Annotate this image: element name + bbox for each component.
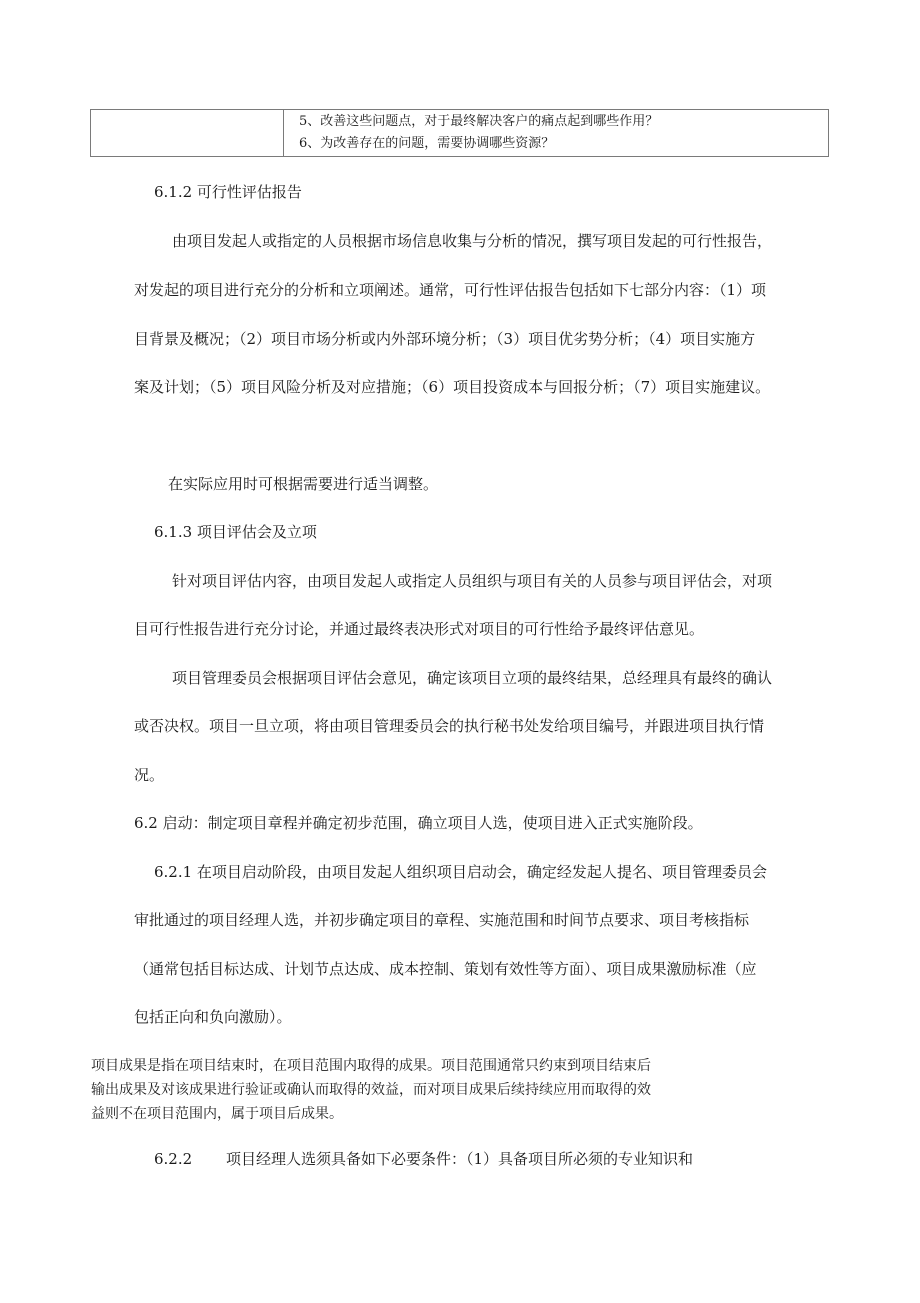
paragraph-line: 案及计划；（5）项目风险分析及对应措施；（6）项目投资成本与回报分析；（7）项目实施建议。: [134, 378, 771, 396]
paragraph-line: 目背景及概况；（2）项目市场分析或内外部环境分析；（3）项目优劣势分析；（4）项目实施方: [134, 330, 756, 348]
table-left-cell: [91, 110, 284, 156]
note-line: 项目成果是指在项目结束时，在项目范围内取得的成果。项目范围通常只约束到项目结束后: [91, 1058, 651, 1074]
paragraph-line: 由项目发起人或指定的人员根据市场信息收集与分析的情况，撰写项目发起的可行性报告，: [172, 232, 773, 250]
note-line: 益则不在项目范围内，属于项目后成果。: [91, 1106, 343, 1122]
paragraph-line: 审批通过的项目经理人选，并初步确定项目的章程、实施范围和时间节点要求、项目考核指标: [134, 911, 750, 929]
paragraph-line: 况。: [134, 766, 165, 784]
note-line: 输出成果及对该成果进行验证或确认而取得的效益，而对项目成果后续持续应用而取得的效: [91, 1082, 651, 1098]
paragraph-line: 对发起的项目进行充分的分析和立项阐述。通常，可行性评估报告包括如下七部分内容：（1）项: [134, 281, 767, 299]
paragraph-note: 在实际应用时可根据需要进行适当调整。: [168, 475, 439, 493]
paragraph-line: 项目经理人选须具备如下必要条件：（1）具备项目所必须的专业知识和: [226, 1150, 694, 1168]
section-heading-6-1-2: 6.1.2 可行性评估报告: [154, 183, 302, 201]
section-heading-6-1-3: 6.1.3 项目评估会及立项: [154, 523, 317, 541]
paragraph-line: 或否决权。项目一旦立项，将由项目管理委员会的执行秘书处发给项目编号，并跟进项目执行情: [134, 717, 765, 735]
table-fragment: [90, 109, 829, 157]
table-cell-line: 5、改善这些问题点，对于最终解决客户的痛点起到哪些作用？: [299, 114, 659, 129]
paragraph-line: （通常包括目标达成、计划节点达成、成本控制、策划有效性等方面）、项目成果激励标准（应: [134, 960, 757, 978]
section-number-6-2-2: 6.2.2: [154, 1150, 193, 1168]
section-heading-6-2: 6.2 启动：制定项目章程并确定初步范围，确立项目人选，使项目进入正式实施阶段。: [134, 814, 703, 832]
paragraph-line: 针对项目评估内容，由项目发起人或指定人员组织与项目有关的人员参与项目评估会，对项: [172, 572, 773, 590]
paragraph-line: 项目管理委员会根据项目评估会意见，确定该项目立项的最终结果，总经理具有最终的确认: [172, 669, 773, 687]
paragraph-line: 6.2.1 在项目启动阶段，由项目发起人组织项目启动会，确定经发起人提名、项目管理委员会: [154, 863, 767, 881]
paragraph-line: 目可行性报告进行充分讨论，并通过最终表决形式对项目的可行性给予最终评估意见。: [134, 620, 705, 638]
table-cell-line: 6、为改善存在的问题，需要协调哪些资源？: [299, 136, 555, 151]
paragraph-line: 包括正向和负向激励）。: [134, 1008, 292, 1026]
